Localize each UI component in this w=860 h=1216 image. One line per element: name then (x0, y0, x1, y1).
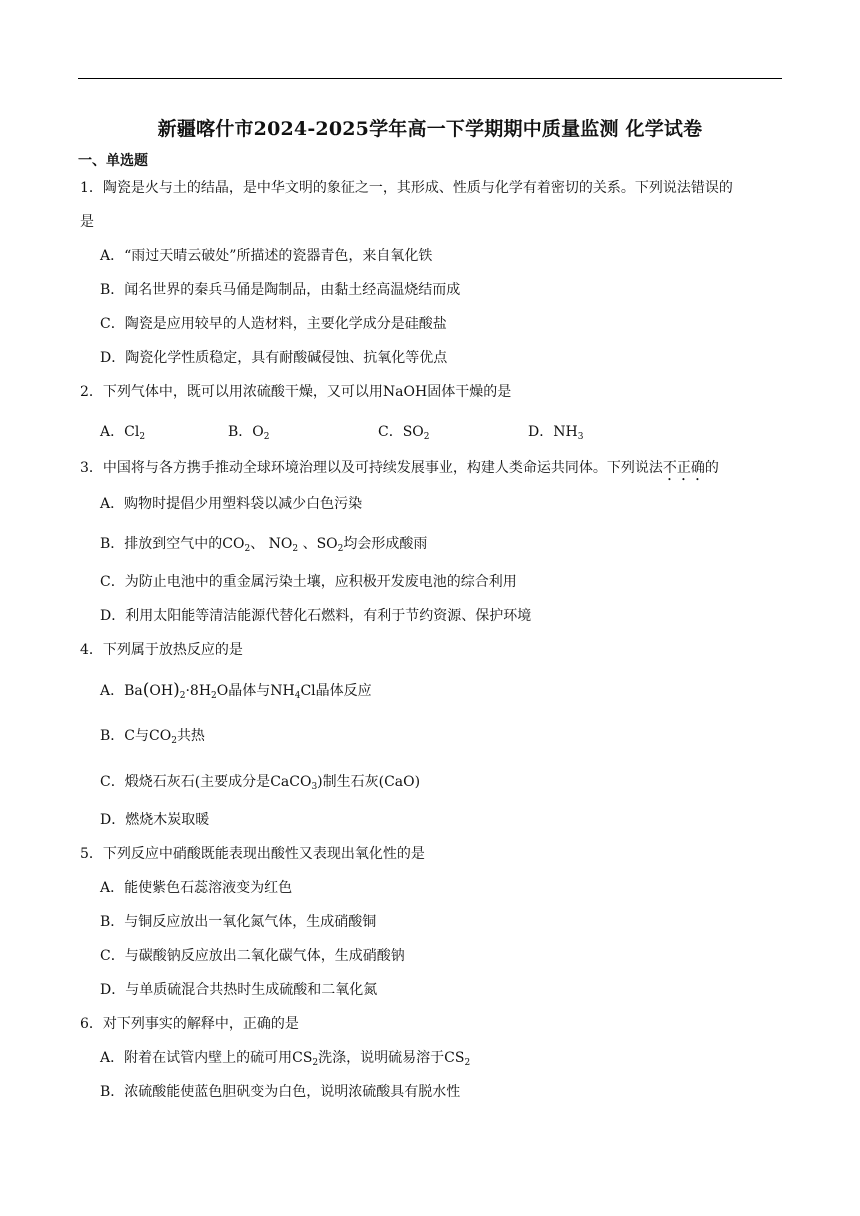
text: C．煅烧石灰石(主要成分是 (100, 774, 271, 790)
question-5-option-b: B．与铜反应放出一氧化氮气体，生成硝酸铜 (100, 914, 377, 930)
section-heading: 一、单选题 (78, 153, 148, 169)
subscript: 2 (312, 1058, 319, 1068)
question-1-stem-cont: 是 (80, 214, 94, 230)
subscript: 2 (423, 432, 430, 442)
question-1-option-d: D．陶瓷化学性质稳定，具有耐酸碱侵蚀、抗氧化等优点 (100, 350, 448, 366)
question-2-option-d (528, 422, 583, 442)
text: 均会形成酸雨 (343, 536, 428, 552)
question-2-option-b (228, 422, 270, 442)
subscript: 2 (244, 544, 251, 554)
formula: ·8H (185, 683, 212, 699)
text: )制生石灰(CaO) (317, 774, 421, 790)
emphasis-text: 不正确 (662, 460, 705, 476)
text: B．C与CO (100, 728, 172, 744)
question-3-option-c: C．为防止电池中的重金属污染土壤，应积极开发废电池的综合利用 (100, 574, 517, 590)
text: 晶体与NH (228, 683, 295, 699)
subscript: 4 (294, 691, 301, 701)
subscript: 3 (311, 782, 318, 792)
text: B．排放到空气中的CO (100, 536, 245, 552)
subscript: 2 (263, 432, 270, 442)
question-3-option-d: D．利用太阳能等清洁能源代替化石燃料，有利于节约资源、保护环境 (100, 608, 532, 624)
question-3-stem (80, 458, 719, 484)
text: A．附着在试管内壁上的硫可用CS (100, 1050, 313, 1066)
question-2-option-a (100, 422, 145, 442)
paren-right: ) (173, 680, 180, 700)
question-2-option-c (378, 422, 430, 442)
question-1-option-b: B．闻名世界的秦兵马俑是陶制品，由黏土经高温烧结而成 (100, 282, 461, 298)
question-1-option-a: A．“雨过天晴云破处”所描述的瓷器青色，来自氧化铁 (100, 248, 433, 264)
subscript: 2 (337, 544, 344, 554)
page-title: 新疆喀什市2024-2025学年高一下学期期中质量监测 化学试卷 (157, 118, 703, 140)
formula: CaCO (270, 774, 312, 790)
formula: O (216, 683, 229, 699)
formula: SO (402, 424, 424, 440)
question-6-option-b: B．浓硫酸能使蓝色胆矾变为白色，说明浓硫酸具有脱水性 (100, 1084, 461, 1100)
option-label: A． (100, 424, 125, 440)
question-3-option-b (100, 534, 427, 554)
text: 共热 (176, 728, 205, 744)
question-4-option-a (100, 680, 372, 701)
subscript: 2 (211, 691, 217, 701)
question-4-option-c (100, 772, 420, 792)
stem-text-end: 的 (704, 460, 719, 476)
option-label: C． (378, 424, 403, 440)
question-5-option-c: C．与碳酸钠反应放出二氧化碳气体，生成硝酸钠 (100, 948, 405, 964)
subscript: 2 (464, 1058, 471, 1068)
formula: NH (553, 424, 578, 440)
formula: Ba (124, 683, 143, 699)
subscript: 2 (179, 691, 186, 701)
question-5-option-d: D．与单质硫混合共热时生成硫酸和二氧化氮 (100, 982, 378, 998)
question-1-option-c: C．陶瓷是应用较早的人造材料，主要化学成分是硅酸盐 (100, 316, 447, 332)
paren-left: ( (142, 680, 150, 700)
text: Cl晶体反应 (300, 683, 372, 699)
subscript: 2 (171, 736, 177, 746)
subscript: 3 (577, 432, 584, 442)
option-label: B． (228, 424, 253, 440)
question-4-stem: 4．下列属于放热反应的是 (80, 642, 243, 658)
question-5-option-a: A．能使紫色石蕊溶液变为红色 (100, 880, 293, 896)
stem-text: 3．中国将与各方携手推动全球环境治理以及可持续发展事业，构建人类命运共同体。下列说法 (80, 460, 663, 476)
question-6-option-a (100, 1048, 470, 1068)
question-6-stem: 6．对下列事实的解释中，正确的是 (80, 1016, 299, 1032)
question-4-option-d: D．燃烧木炭取暖 (100, 812, 210, 828)
question-4-option-b (100, 726, 205, 746)
formula: OH (149, 683, 174, 699)
formula: O (252, 424, 264, 440)
text: 洗涤，说明硫易溶于CS (318, 1050, 465, 1066)
question-2-stem: 2．下列气体中，既可以用浓硫酸干燥，又可以用NaOH固体干燥的是 (80, 384, 512, 400)
text: 、 NO (250, 536, 293, 552)
option-label: A． (100, 683, 125, 699)
header-rule (78, 78, 782, 79)
question-1-stem: 1．陶瓷是火与土的结晶，是中华文明的象征之一，其形成、性质与化学有着密切的关系。下列说法错误的 (80, 180, 733, 196)
formula: Cl (124, 424, 140, 440)
question-5-stem: 5．下列反应中硝酸既能表现出酸性又表现出氧化性的是 (80, 846, 425, 862)
subscript: 2 (139, 432, 146, 442)
option-label: D． (528, 424, 554, 440)
subscript: 2 (292, 544, 299, 554)
text: 、SO (298, 536, 338, 552)
question-3-option-a: A．购物时提倡少用塑料袋以减少白色污染 (100, 496, 363, 512)
